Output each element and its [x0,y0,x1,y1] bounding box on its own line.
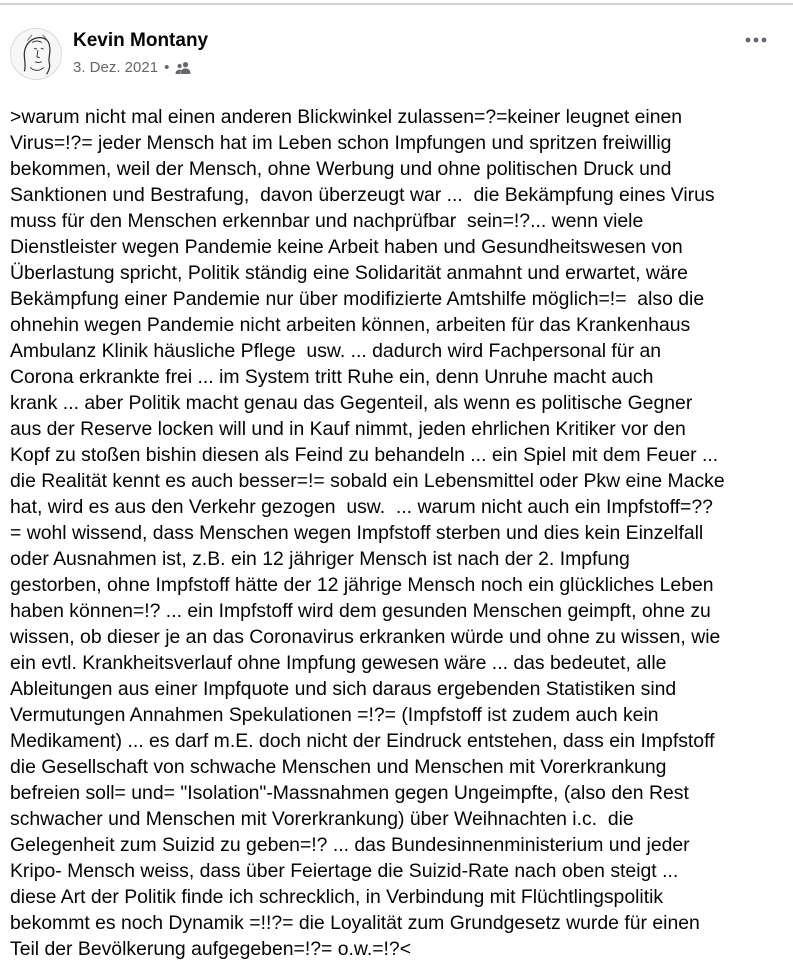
more-options-button[interactable] [741,28,771,52]
friends-icon [175,61,191,75]
post-body-text: >warum nicht mal einen anderen Blickwinkel zulassen=?=keiner leugnet einen Virus=!?= jeder Mensch hat im Leben schon Impfungen und spritzen freiwillig bekommen, weil der Mensch, ohne Werbung und ohne politischen Druck und Sanktionen und Bestrafung, davon überzeugt war ... die Bekämpfung eines Virus muss für den Menschen erkennbar und nachprüfbar sein=!?... wenn viele Dienstleister wegen Pandemie keine Arbeit haben und Gesundheitswesen von Überlastung spricht, Politik ständig eine Solidarität anmahnt und erwartet, wäre Bekämpfung einer Pandemie nur über modifizierte Amtshilfe möglich=!= also die ohnehin wegen Pandemie nicht arbeiten können, arbeiten für das Krankenhaus Ambulanz Klinik häusliche Pflege usw. ... dadurch wird Fachpersonal für an Corona erkrankte frei ... im System tritt Ruhe ein, denn Unruhe macht auch krank ... aber Politik macht genau das Gegenteil, als wenn es politische Gegner aus der Reserve locken will und in Kauf nimmt, jeden ehrlichen Kritiker vor den Kopf zu stoßen bishin diesen als Feind zu behandeln ... ein Spiel mit dem Feuer ... die Realität kennt es auch besser=!= sobald ein Lebensmittel oder Pkw eine Macke hat, wird es aus den Verkehr gezogen usw. ... warum nicht auch ein Impfstoff=?? = wohl wissend, dass Menschen wegen Impfstoff sterben und dies kein Einzelfall oder Ausnahmen ist, z.B. ein 12 jähriger Mensch ist nach der 2. Impfung gestorben, ohne Impfstoff hätte der 12 jährige Mensch noch ein glückliches Leben haben können=!? ... ein Impfstoff wird dem gesunden Menschen geimpft, ohne zu wissen, ob dieser je an das Coronavirus erkranken würde und ohne zu wissen, wie ein evtl. Krankheitsverlauf ohne Impfung gewesen wäre ... das bedeutet, alle Ableitungen aus einer Impfquote und sich daraus ergebenden Statistiken sind Vermutungen Annahmen Spekulationen =!?= (Impfstoff ist zudem auch kein Medikament) ... es darf m.E. doch nicht der Eindruck entstehen, dass ein Impfstoff die Gesellschaft von schwache Menschen und Menschen mit Vorerkrankung befreien soll= und= "Isolation"-Massnahmen gegen Ungeimpfte, (also den Rest schwacher und Menschen mit Vorerkrankung) über Weihnachten i.c. die Gelegenheit zum Suizid zu geben=!? ... das Bundesinnenministerium und jeder Kripo- Mensch weiss, dass über Feiertage die Suizid-Rate nach oben steigt ... diese Art der Politik finde ich schrecklich, in Verbindung mit Flüchtlingspolitik bekommt es noch Dynamik =!!?= die Loyalität zum Grundgesetz wurde für einen Teil der Bevölkerung aufgegeben=!?= o.w.=!?< [10,106,725,960]
author-name[interactable]: Kevin Montany [73,30,209,51]
profile-sketch-icon [11,29,61,79]
post-header [10,28,783,88]
more-options-icon [745,37,767,43]
avatar[interactable] [10,28,62,80]
post-meta [73,59,191,76]
post-date[interactable]: 3. Dez. 2021 [73,59,159,76]
top-divider [0,3,793,5]
meta-separator: • [164,59,170,76]
